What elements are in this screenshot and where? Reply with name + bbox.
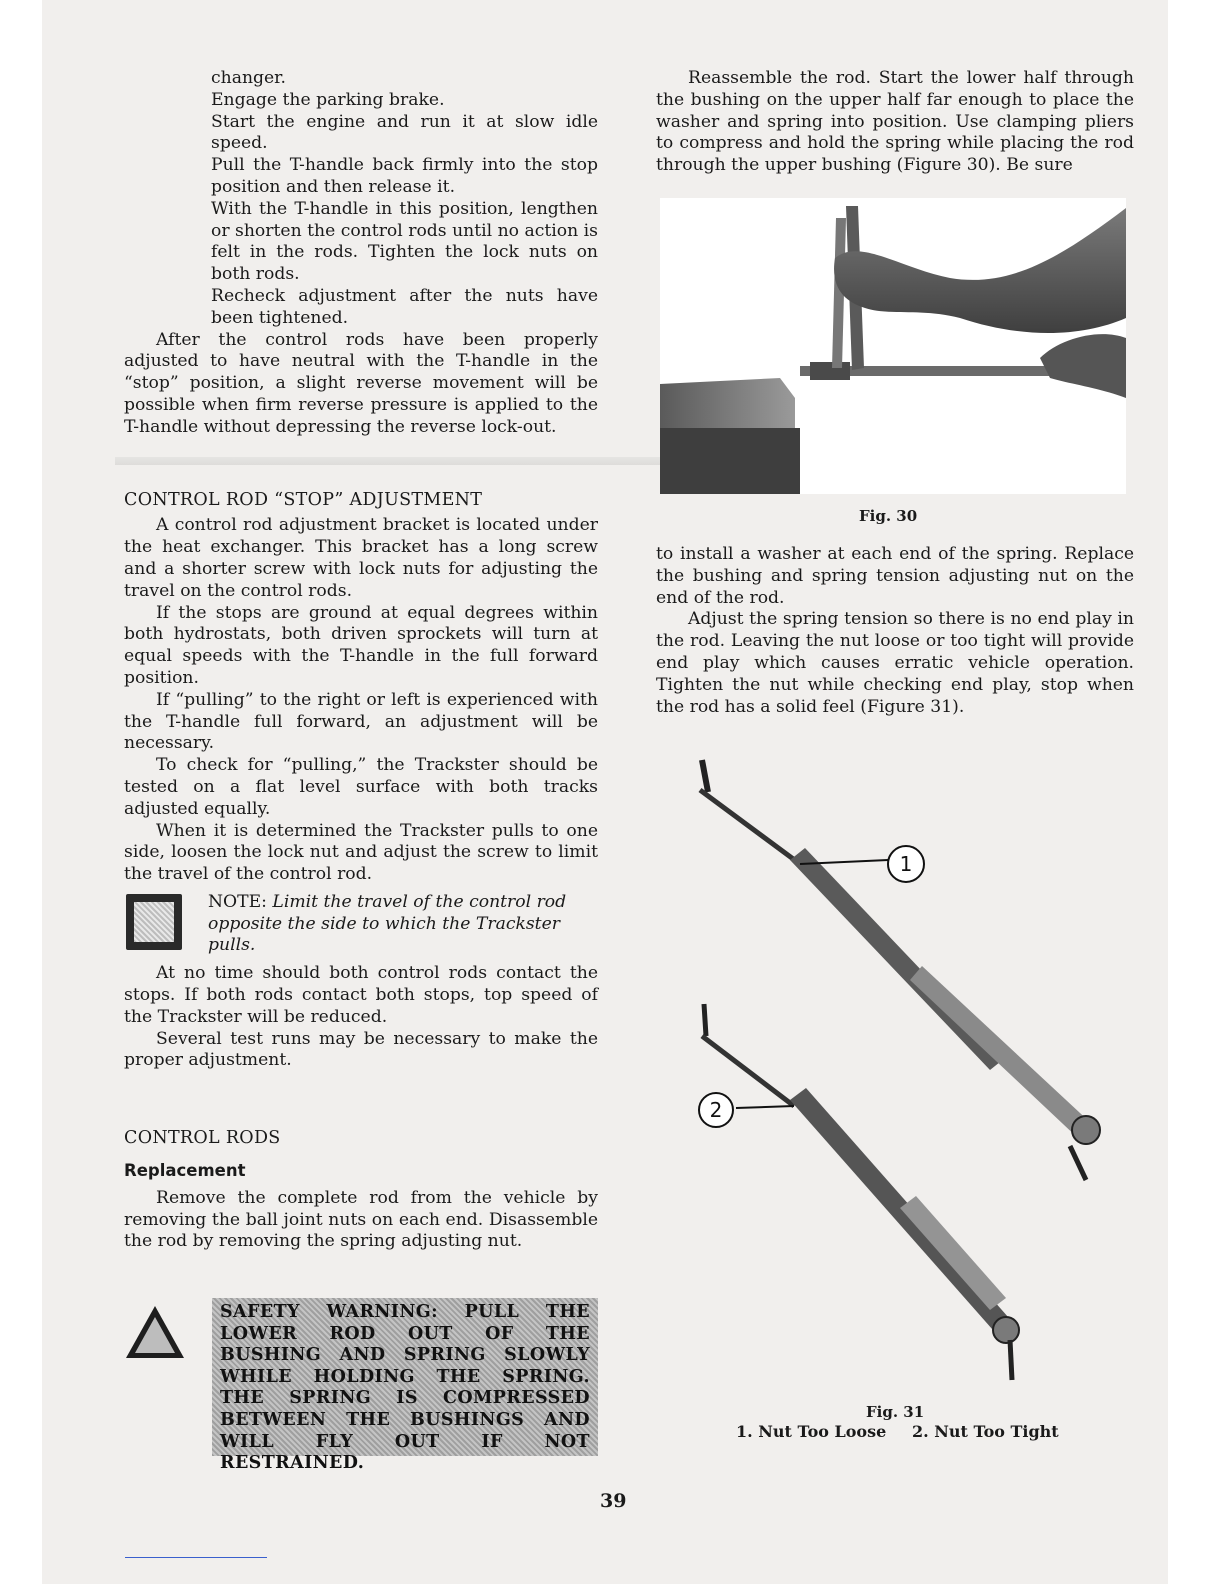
after-note-paragraph: At no time should both control rods contact the stops. If both rods contact both stops, top speed of the Trackster will be reduced. [124,963,598,1027]
step-item: Recheck adjustment after the nuts have been tightened. [211,285,598,328]
replacement-heading: Replacement [124,1161,246,1181]
step-list [124,68,598,330]
step-item: changer. [211,68,286,88]
figure-31-rods [660,740,1130,1400]
stop-paragraph: To check for “pulling,” the Trackster should be tested on a flat level surface with both tracks adjusted equally. [124,755,598,819]
control-rods-heading: CONTROL RODS [124,1128,281,1149]
reassemble-paragraph: Reassemble the rod. Start the lower half through the bushing on the upper half far enough to place the washer and spring into position. Use clamping pliers to compress and hold the spring while placing the rod through the upper bushing (Figure 30). Be sure [656,68,1134,176]
note-block [124,892,598,957]
replacement-paragraph: Remove the complete rod from the vehicle by removing the ball joint nuts on each end. Disassemble the rod by removing the spring adjusting nut. [124,1187,598,1252]
figure-31-caption: Fig. 31 [866,1403,925,1421]
after-fig30-paragraph: to install a washer at each end of the spring. Replace the bushing and spring tension adjusting nut on the end of the rod. [656,544,1134,608]
warning-triangle-icon [124,1304,186,1360]
stop-paragraph: If “pulling” to the right or left is experienced with the T-handle full forward, an adjustment will be necessary. [124,689,598,754]
stop-paragraph: If the stops are ground at equal degrees within both hydrostats, both driven sprockets will turn at equal speeds with the T-handle in the full forward position. [124,602,598,688]
stop-paragraph: When it is determined the Trackster pulls to one side, loosen the lock nut and adjust the screw to limit the travel of the control rod. [124,820,598,885]
note-paragraph [208,892,598,957]
adjust-tension-paragraph: Adjust the spring tension so there is no end play in the rod. Leaving the nut loose or too tight will provide end play which causes erratic vehicle operation. Tighten the nut while checking end play, stop when the rod has a solid feel (Figure 31). [656,609,1134,717]
note-text: Limit the travel of the control rod opposite the side to which the Trackster pulls. [208,891,567,956]
step-item: Start the engine and run it at slow idle speed. [211,111,598,154]
right-column [656,68,1134,177]
figure-30-photo [660,198,1126,494]
step-item: Pull the T-handle back firmly into the stop position and then release it. [211,155,598,197]
right-column-continued [656,544,1134,718]
note-label: NOTE: [208,891,267,912]
safety-warning-text: SAFETY WARNING: PULL THE LOWER ROD OUT OF THE BUSHING AND SPRING SLOWLY WHILE HOLDING THE SPRING. THE SPRING IS COMPRESSED BETWEEN THE BUSHINGS AND WILL FLY OUT IF NOT RESTRAINED. [212,1298,598,1456]
callout-1-label: 1 [899,852,913,876]
after-adjust-paragraph: After the control rods have been properly adjusted to have neutral with the T-handle in the “stop” position, a slight reverse movement will be possible when firm reverse pressure is applied to the T-handle without depressing the reverse lock-out. [124,329,598,437]
stop-paragraph: A control rod adjustment bracket is located under the heat exchanger. This bracket has a long screw and a shorter screw with lock nuts for adjusting the travel on the control rods. [124,515,598,601]
figure-30-caption: Fig. 30 [859,507,918,525]
left-column [124,68,598,1253]
after-note-paragraph: Several test runs may be necessary to make the proper adjustment. [124,1028,598,1071]
step-item: With the T-handle in this position, lengthen or shorten the control rods until no action is felt in the rods. Tighten the lock nuts on both rods. [211,198,598,285]
callout-2-label: 2 [709,1098,723,1122]
safety-warning [124,1298,598,1474]
step-item: Engage the parking brake. [211,89,445,110]
figure-31-legend-2: 2. Nut Too Tight [912,1422,1059,1441]
stop-adjustment-heading: CONTROL ROD “STOP” ADJUSTMENT [124,489,483,510]
figure-31-legend-1: 1. Nut Too Loose [736,1422,887,1441]
note-icon [126,894,182,950]
page-number: 39 [600,1490,627,1512]
footer-link-line [125,1557,267,1558]
